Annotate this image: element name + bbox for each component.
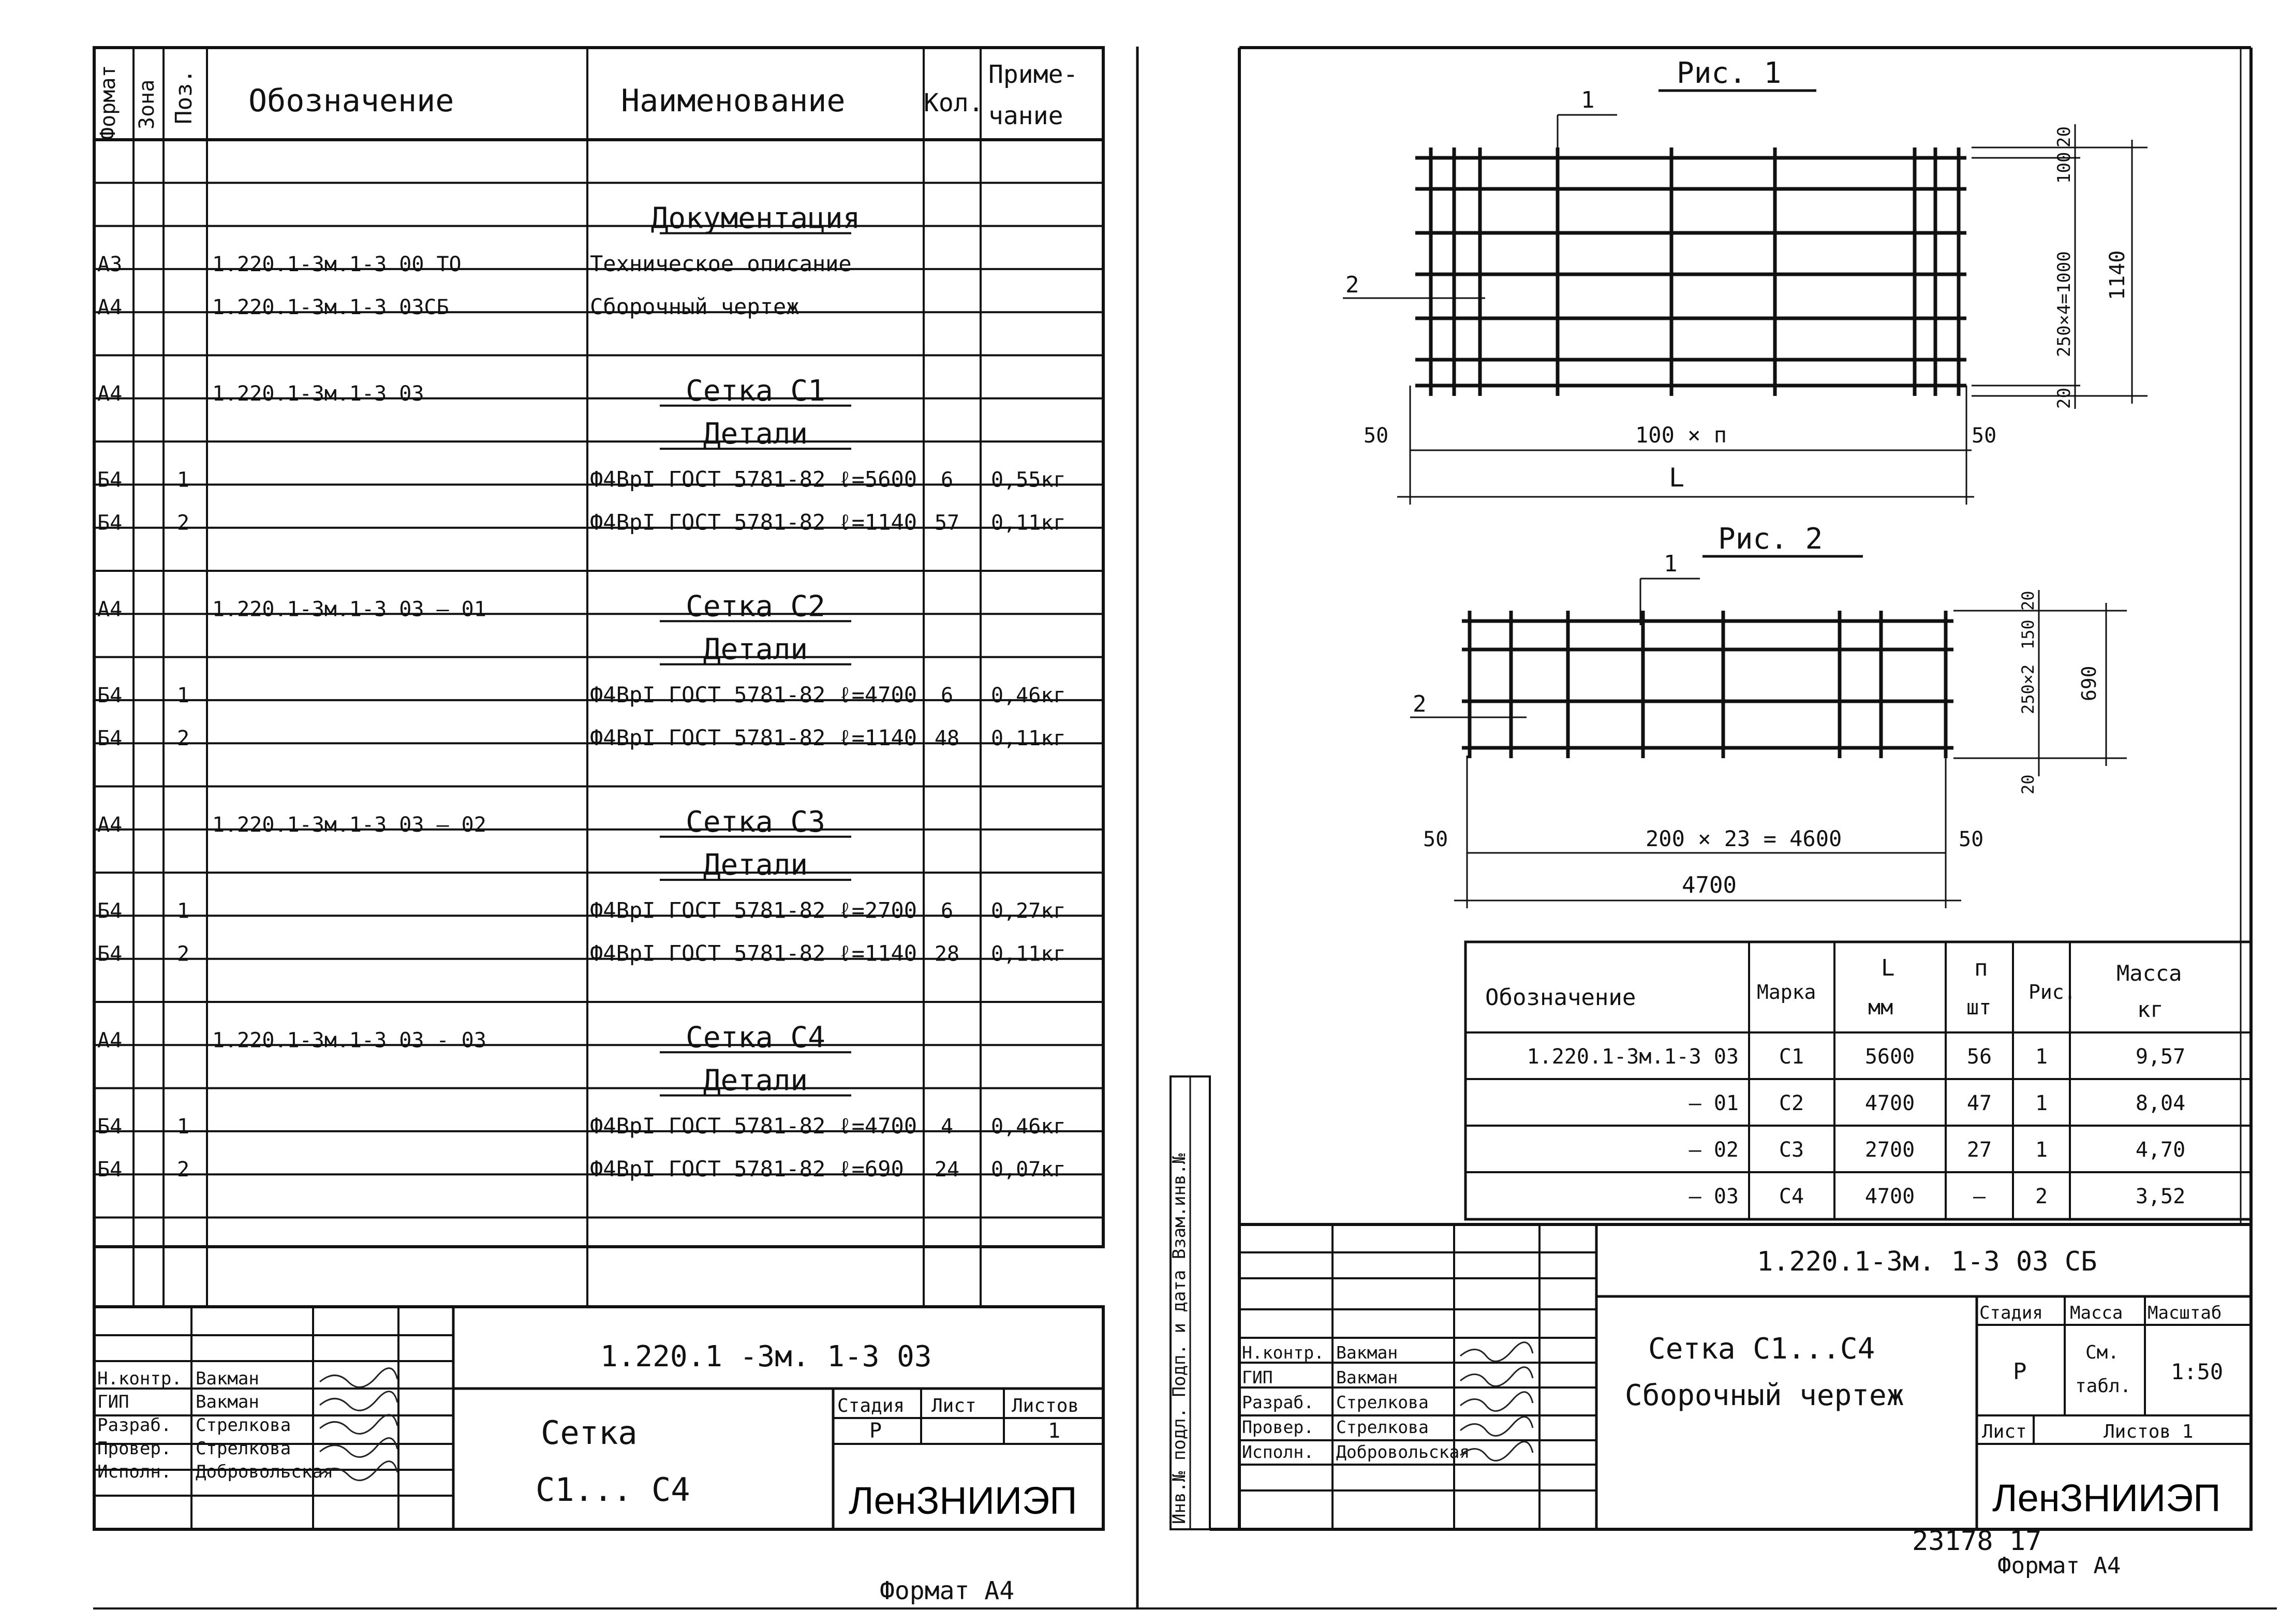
right-stamp-scale-value: 1:50 xyxy=(2171,1359,2224,1384)
spec-note: 0,11кг xyxy=(991,942,1066,966)
spec-name: Ф4ВрI ГОСТ 5781-82 ℓ=1140 xyxy=(590,725,917,751)
spec-format: Б4 xyxy=(97,727,123,751)
fig1-dim-50-right: 50 xyxy=(1972,424,1997,448)
right-stamp-sheets-label: Листов 1 xyxy=(2104,1421,2194,1442)
fig1-dim-v4: 20 xyxy=(2054,388,2075,409)
mesh-mass: 8,04 xyxy=(2135,1091,2186,1115)
left-stamp-sheet-label: Лист xyxy=(931,1395,976,1416)
fig1-dim-50-left: 50 xyxy=(1364,424,1389,448)
mesh-mark: С1 xyxy=(1779,1045,1804,1069)
fig2-pos-2: 2 xyxy=(1413,691,1427,717)
mesh-figure: 1 xyxy=(2035,1045,2048,1069)
fig2-dim-n: 200 × 23 = 4600 xyxy=(1646,826,1842,851)
spec-qty: 4 xyxy=(940,1114,954,1139)
spec-name: Документация xyxy=(650,201,861,235)
left-stamp-name: Стрелкова xyxy=(196,1438,291,1459)
left-stamp-stage-value: Р xyxy=(869,1419,882,1443)
left-stamp-code: 1.220.1 -3м. 1-3 03 xyxy=(600,1340,932,1374)
right-stamp-role: Н.контр. xyxy=(1242,1342,1324,1363)
right-stamp-stage-label: Стадия xyxy=(1979,1303,2043,1323)
mesh-designation: — 01 xyxy=(1689,1091,1739,1115)
header-name: Наименование xyxy=(621,83,846,119)
left-stamp-sheets-label: Листов xyxy=(1012,1395,1079,1416)
spec-pos: 1 xyxy=(177,899,190,923)
spec-qty: 6 xyxy=(940,683,954,707)
mesh-table-header-n-unit: шт xyxy=(1966,996,1992,1020)
fig1-dim-v2: 100 xyxy=(2054,152,2075,184)
mesh-table-header-fig: Рис. xyxy=(2029,981,2076,1003)
right-stamp-code: 1.220.1-3м. 1-3 03 СБ xyxy=(1757,1246,2097,1277)
spec-name: Ф4ВрI ГОСТ 5781-82 ℓ=2700 xyxy=(590,897,917,923)
fig1-pos-2: 2 xyxy=(1345,272,1359,298)
spec-qty: 48 xyxy=(934,727,960,751)
spec-name: Сетка С2 xyxy=(686,589,825,624)
fig1-dim-n: 100 × п xyxy=(1635,422,1727,448)
right-stamp-stage-value: Р xyxy=(2013,1359,2027,1385)
spec-name: Детали xyxy=(703,417,808,451)
mesh-table-header-n: п xyxy=(1974,955,1988,981)
spec-designation: 1.220.1-3м.1-3 03СБ xyxy=(212,296,449,320)
fig1-dim-v3: 250×4=1000 xyxy=(2054,251,2075,357)
spec-qty: 24 xyxy=(934,1158,960,1182)
right-stamp-name: Вакман xyxy=(1336,1342,1398,1363)
spec-note: 0,11кг xyxy=(991,727,1066,751)
fig1-pos-1: 1 xyxy=(1581,87,1595,113)
mesh-length: 5600 xyxy=(1864,1045,1915,1069)
spec-qty: 6 xyxy=(940,899,954,923)
spec-format: Б4 xyxy=(97,468,123,492)
right-stamp-role: Провер. xyxy=(1242,1417,1314,1437)
fig2-dim-50-left: 50 xyxy=(1423,828,1448,851)
spec-qty: 57 xyxy=(934,511,960,535)
mesh-designation: — 02 xyxy=(1689,1138,1739,1162)
header-designation: Обозначение xyxy=(248,83,454,119)
spec-name: Детали xyxy=(703,632,808,667)
mesh-table-header-l: L xyxy=(1881,955,1895,981)
spec-row xyxy=(651,202,861,235)
spec-format: Б4 xyxy=(97,899,123,923)
document-number: 23178 17 xyxy=(1912,1526,2042,1557)
spec-name: Ф4ВрI ГОСТ 5781-82 ℓ=5600 xyxy=(590,466,917,492)
spec-qty: 6 xyxy=(940,468,954,492)
right-stamp-role: ГИП xyxy=(1242,1367,1273,1387)
header-qty: Кол. xyxy=(924,88,984,117)
right-stamp-mass-value-2: табл. xyxy=(2075,1376,2131,1397)
mesh-mass: 9,57 xyxy=(2135,1045,2186,1069)
mesh-count: 47 xyxy=(1966,1091,1992,1115)
right-stamp-role: Разраб. xyxy=(1242,1392,1314,1412)
mesh-designation: — 03 xyxy=(1689,1185,1739,1208)
mesh-length: 2700 xyxy=(1864,1138,1915,1162)
format-label-left: Формат А4 xyxy=(880,1576,1015,1605)
mesh-table-header-mark: Марка xyxy=(1757,981,1816,1003)
right-stamp-org: ЛенЗНИИЭП xyxy=(1992,1477,2221,1519)
left-stamp-title-2: С1... С4 xyxy=(536,1471,690,1509)
spec-name: Сетка С4 xyxy=(686,1021,825,1055)
left-stamp-role: Провер. xyxy=(97,1438,172,1459)
header-note: Приме- xyxy=(988,60,1078,89)
right-stamp-name: Стрелкова xyxy=(1336,1392,1429,1412)
spec-format: А4 xyxy=(97,296,123,320)
right-stamp-mass-value: См. xyxy=(2085,1342,2120,1363)
mesh-count: 56 xyxy=(1966,1045,1992,1069)
fig2-pos-1: 1 xyxy=(1664,551,1678,577)
mesh-mass: 4,70 xyxy=(2135,1138,2186,1162)
fig2-dim-v1: 20 xyxy=(2018,590,2038,611)
left-stamp-role: ГИП xyxy=(97,1392,129,1412)
mesh-table-header-l-unit: мм xyxy=(1868,996,1893,1020)
header-note-2: чание xyxy=(988,101,1063,130)
header-format: Формат xyxy=(96,65,120,140)
header-zone: Зона xyxy=(135,79,159,129)
mesh-figure: 2 xyxy=(2035,1185,2048,1208)
spec-format: А4 xyxy=(97,597,123,622)
left-stamp-name: Добровольская xyxy=(196,1461,334,1482)
left-stamp-org: ЛенЗНИИЭП xyxy=(849,1479,1077,1522)
spec-name: Техническое описание xyxy=(590,250,852,276)
mesh-mark: С4 xyxy=(1779,1185,1804,1208)
spec-name: Детали xyxy=(703,848,808,882)
right-stamp-name: Добровольская xyxy=(1336,1442,1470,1462)
spec-designation: 1.220.1-3м.1-3 03 - 03 xyxy=(212,1028,486,1053)
left-stamp-name: Стрелкова xyxy=(196,1415,291,1436)
fig2-dim-v3: 250×2 xyxy=(2018,664,2038,714)
right-stamp-name: Стрелкова xyxy=(1336,1417,1429,1437)
spec-name: Ф4ВрI ГОСТ 5781-82 ℓ=690 xyxy=(590,1156,904,1182)
right-stamp-mass-label: Масса xyxy=(2070,1303,2123,1323)
spec-format: Б4 xyxy=(97,942,123,966)
spec-designation: 1.220.1-3м.1-3 03 xyxy=(212,381,424,406)
spec-name: Детали xyxy=(703,1064,808,1098)
right-stamp-scale-label: Масштаб xyxy=(2148,1303,2222,1323)
fig2-title: Рис. 2 xyxy=(1718,522,1823,556)
mesh-figure: 1 xyxy=(2035,1091,2048,1115)
spec-note: 0,46кг xyxy=(991,683,1066,707)
mesh-count: 27 xyxy=(1966,1138,1992,1162)
spec-note: 0,55кг xyxy=(991,468,1066,492)
fig2-dim-L: 4700 xyxy=(1682,872,1737,898)
spec-name: Ф4ВрI ГОСТ 5781-82 ℓ=4700 xyxy=(590,682,917,707)
spec-format: А4 xyxy=(97,381,123,406)
mesh-figure: 1 xyxy=(2035,1138,2048,1162)
spec-pos: 2 xyxy=(177,942,190,966)
right-stamp-title-1: Сетка С1...С4 xyxy=(1648,1332,1875,1366)
mesh-mark: С2 xyxy=(1779,1091,1804,1115)
spec-designation: 1.220.1-3м.1-3 03 — 02 xyxy=(212,813,486,837)
fig1-dim-L: L xyxy=(1669,463,1685,493)
spec-name: Сборочный чертеж xyxy=(590,294,799,320)
spec-pos: 2 xyxy=(177,1158,190,1182)
mesh-mass: 3,52 xyxy=(2135,1185,2186,1208)
spec-format: А4 xyxy=(97,813,123,837)
fig1-title: Рис. 1 xyxy=(1677,56,1782,90)
spec-pos: 1 xyxy=(177,683,190,707)
left-stamp-role: Разраб. xyxy=(97,1415,172,1436)
mesh-table-header-mass-unit: кг xyxy=(2137,997,2164,1022)
spec-name: Ф4ВрI ГОСТ 5781-82 ℓ=1140 xyxy=(590,940,917,966)
format-label-right: Формат А4 xyxy=(1997,1553,2121,1579)
spec-format: Б4 xyxy=(97,683,123,707)
fig1-dim-v5: 1140 xyxy=(2106,250,2129,300)
spec-format: Б4 xyxy=(97,1114,123,1139)
left-stamp-name: Вакман xyxy=(196,1368,259,1389)
mesh-count: — xyxy=(1973,1185,1986,1208)
right-stamp-role: Исполн. xyxy=(1242,1442,1314,1462)
left-stamp-sheets-value: 1 xyxy=(1048,1419,1061,1443)
spec-format: Б4 xyxy=(97,1158,123,1182)
mesh-designation: 1.220.1-3м.1-3 03 xyxy=(1527,1045,1739,1069)
mesh-mark: С3 xyxy=(1779,1138,1804,1162)
side-strip-label: Инв.№ подл. Подп. и дата Взам.инв.№ xyxy=(1169,1153,1190,1524)
spec-name: Сетка С3 xyxy=(686,805,825,839)
spec-pos: 1 xyxy=(177,468,190,492)
fig2-dim-v4: 20 xyxy=(2018,774,2038,794)
spec-name: Ф4ВрI ГОСТ 5781-82 ℓ=4700 xyxy=(590,1113,917,1139)
left-stamp-role: Н.контр. xyxy=(97,1368,182,1389)
spec-designation: 1.220.1-3м.1-3 00 ТО xyxy=(212,252,462,276)
fig2-dim-v2: 150 xyxy=(2018,619,2038,649)
spec-note: 0,11кг xyxy=(991,511,1066,535)
mesh-length: 4700 xyxy=(1864,1091,1915,1115)
spec-note: 0,07кг xyxy=(991,1158,1066,1182)
spec-note: 0,46кг xyxy=(991,1114,1066,1139)
spec-name: Сетка С1 xyxy=(686,374,825,408)
fig1-dim-v1: 20 xyxy=(2054,126,2075,147)
spec-designation: 1.220.1-3м.1-3 03 — 01 xyxy=(212,597,486,622)
right-stamp-sheet-label: Лист xyxy=(1982,1421,2027,1442)
spec-pos: 1 xyxy=(177,1114,190,1139)
left-stamp-stage-label: Стадия xyxy=(837,1395,905,1416)
fig2-dim-50-right: 50 xyxy=(1959,828,1984,851)
spec-pos: 2 xyxy=(177,511,190,535)
spec-format: Б4 xyxy=(97,511,123,535)
mesh-table-header-designation: Обозначение xyxy=(1485,984,1636,1011)
spec-note: 0,27кг xyxy=(991,899,1066,923)
spec-name: Ф4ВрI ГОСТ 5781-82 ℓ=1140 xyxy=(590,509,917,535)
spec-pos: 2 xyxy=(177,727,190,751)
fig2-dim-v5: 690 xyxy=(2078,666,2100,701)
mesh-length: 4700 xyxy=(1864,1185,1915,1208)
spec-qty: 28 xyxy=(934,942,960,966)
left-stamp-title-1: Сетка xyxy=(541,1414,638,1452)
header-pos: Поз. xyxy=(171,69,197,124)
spec-format: А3 xyxy=(97,252,123,276)
mesh-table-header-mass: Масса xyxy=(2116,961,2182,986)
right-stamp-name: Вакман xyxy=(1336,1367,1398,1387)
left-stamp-name: Вакман xyxy=(196,1392,259,1412)
spec-format: А4 xyxy=(97,1028,123,1053)
left-stamp-role: Исполн. xyxy=(97,1461,172,1482)
right-stamp-title-2: Сборочный чертеж xyxy=(1625,1379,1904,1412)
